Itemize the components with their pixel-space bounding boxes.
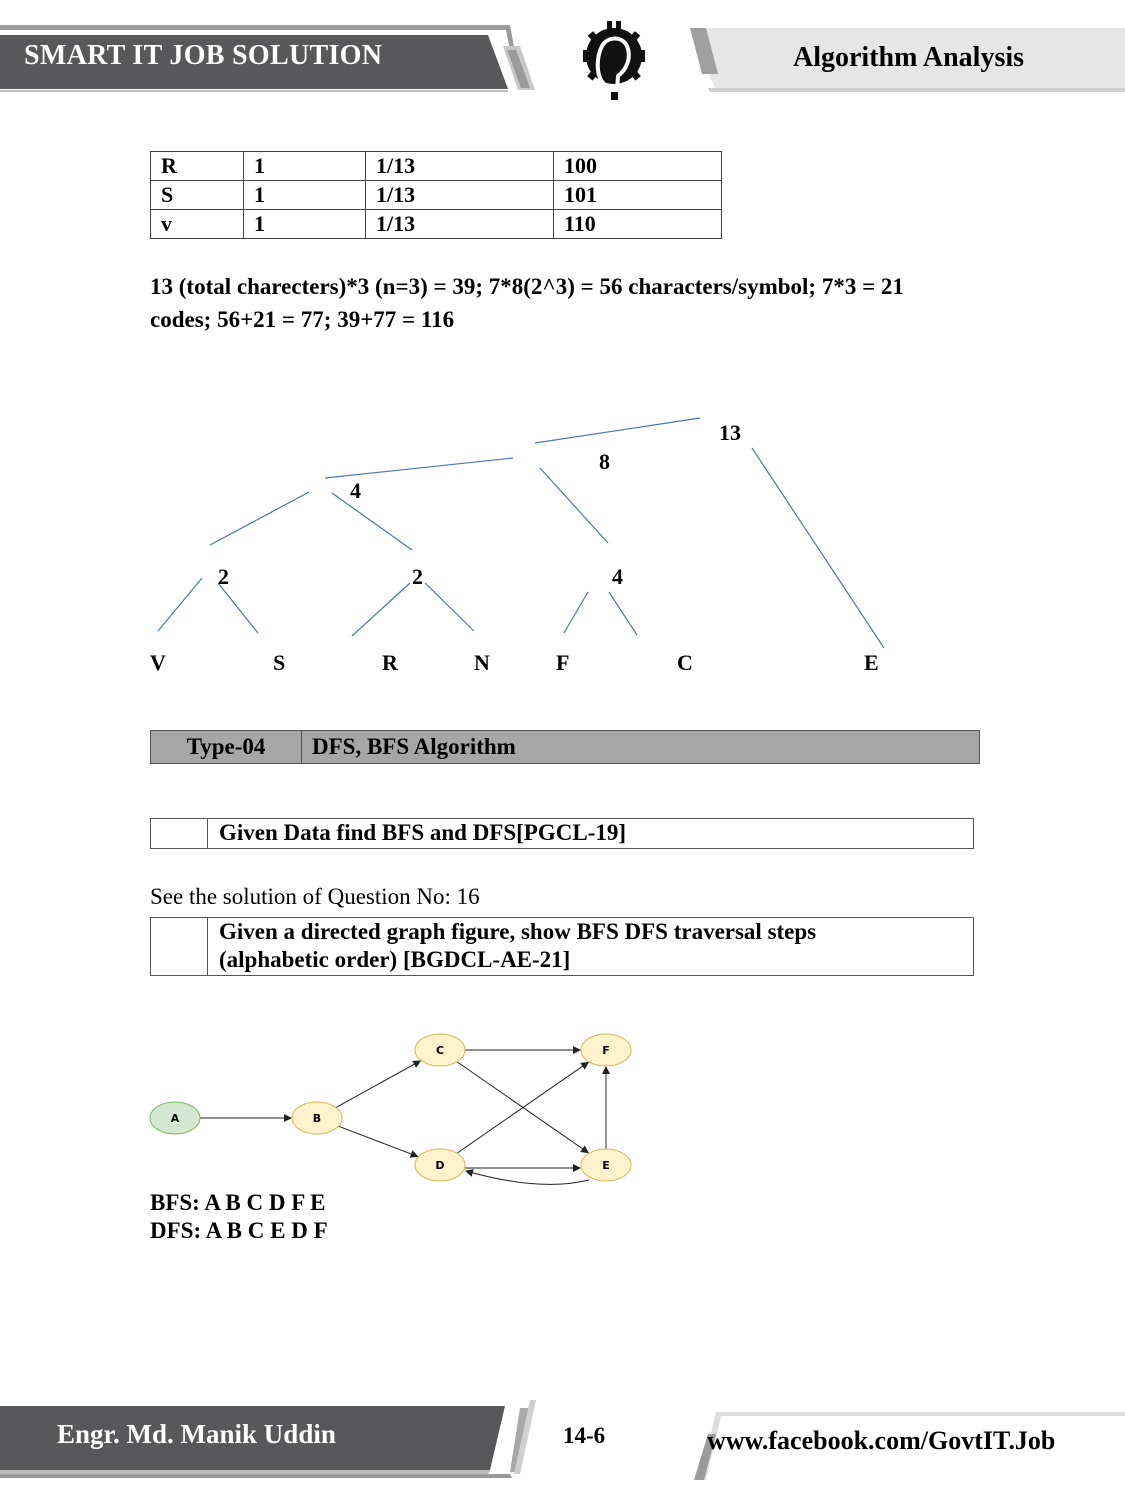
header-brand-title: SMART IT JOB SOLUTION <box>24 40 383 71</box>
table-cell: 1 <box>244 210 366 239</box>
type-title: DFS, BFS Algorithm <box>312 734 516 759</box>
tree-weight-4-left: 4 <box>350 478 361 503</box>
graph-node-C <box>415 1034 465 1066</box>
graph-node-label: B <box>312 1112 322 1125</box>
table-cell: 100 <box>554 152 722 181</box>
tree-leaf: C <box>677 650 693 675</box>
graph-node-F <box>581 1034 631 1066</box>
tree-leaf: E <box>864 650 879 675</box>
graph-node-E <box>581 1149 631 1181</box>
tree-leaf: V <box>150 650 166 675</box>
table-cell: 110 <box>554 210 722 239</box>
huffman-tree-diagram <box>140 405 920 695</box>
tree-edge <box>158 578 202 631</box>
logo-icon <box>583 21 645 100</box>
footer-url-link[interactable]: www.facebook.com/GovtIT.Job <box>707 1426 1056 1455</box>
table-cell: R <box>151 152 244 181</box>
calculation-line: 13 (total charecters)*3 (n=3) = 39; 7*8(2^3) = 56 characters/symbol; 7*3 = 21 <box>150 274 904 299</box>
tree-edge <box>609 592 637 635</box>
tree-edge <box>564 592 588 633</box>
graph-node-label: A <box>170 1112 180 1125</box>
question-text: Given Data find BFS and DFS[PGCL-19] <box>219 820 627 845</box>
tree-weight-2: 2 <box>412 564 423 589</box>
graph-node-D <box>415 1149 465 1181</box>
type-label: Type-04 <box>151 731 302 763</box>
huffman-code-table <box>150 151 722 239</box>
table-cell: 1 <box>244 152 366 181</box>
answer-reference: See the solution of Question No: 16 <box>150 884 480 909</box>
graph-node-A <box>150 1102 200 1134</box>
question-text-line: (alphabetic order) [BGDCL-AE-21] <box>219 947 571 972</box>
graph-node-B <box>292 1102 342 1134</box>
tree-leaf: R <box>382 650 398 675</box>
table-cell: 1 <box>244 181 366 210</box>
tree-edge <box>535 418 700 443</box>
tree-edge <box>752 448 884 648</box>
dfs-result: DFS: A B C E D F <box>150 1218 328 1243</box>
tree-edge <box>425 583 474 631</box>
tree-edge <box>352 583 410 636</box>
tree-weight-2: 2 <box>218 564 229 589</box>
tree-weight-8: 8 <box>599 449 610 474</box>
page-number: 14-6 <box>563 1423 606 1448</box>
question-number-cell <box>151 918 208 975</box>
tree-weight-root: 13 <box>719 420 741 445</box>
tree-edge <box>332 493 412 550</box>
tree-leaf: S <box>273 650 286 675</box>
bfs-result: BFS: A B C D F E <box>150 1190 326 1215</box>
table-cell: v <box>151 210 244 239</box>
table-cell: 1/13 <box>366 181 554 210</box>
directed-graph-diagram <box>140 1020 650 1200</box>
graph-node-label: E <box>602 1159 610 1172</box>
header-chapter-title: Algorithm Analysis <box>793 42 1025 73</box>
table-row <box>151 210 722 239</box>
tree-edge <box>218 583 258 633</box>
question-box <box>150 917 974 976</box>
tree-edge <box>210 492 309 545</box>
graph-node-label: D <box>435 1159 445 1172</box>
graph-node-label: C <box>435 1044 445 1057</box>
table-row <box>151 152 722 181</box>
graph-edge-E-D <box>466 1171 589 1184</box>
table-cell: S <box>151 181 244 210</box>
question-text <box>208 918 816 975</box>
question-number-cell <box>151 819 208 848</box>
tree-edge <box>325 458 513 478</box>
calculation-text <box>150 270 990 336</box>
table-cell: 1/13 <box>366 210 554 239</box>
calculation-line: codes; 56+21 = 77; 39+77 = 116 <box>150 307 455 332</box>
graph-edge-B-D <box>338 1126 417 1156</box>
tree-leaf: N <box>474 650 490 675</box>
footer-author: Engr. Md. Manik Uddin <box>57 1419 336 1449</box>
question-text-line: Given a directed graph figure, show BFS DFS traversal steps <box>219 919 817 944</box>
tree-edge <box>540 468 608 543</box>
tree-leaf: F <box>556 650 570 675</box>
table-cell: 101 <box>554 181 722 210</box>
graph-edge-B-C <box>336 1061 420 1108</box>
graph-node-label: F <box>602 1044 610 1057</box>
section-type-heading <box>150 730 980 764</box>
tree-weight-4-right: 4 <box>612 564 623 589</box>
table-row <box>151 181 722 210</box>
table-cell: 1/13 <box>366 152 554 181</box>
question-box <box>150 818 974 849</box>
